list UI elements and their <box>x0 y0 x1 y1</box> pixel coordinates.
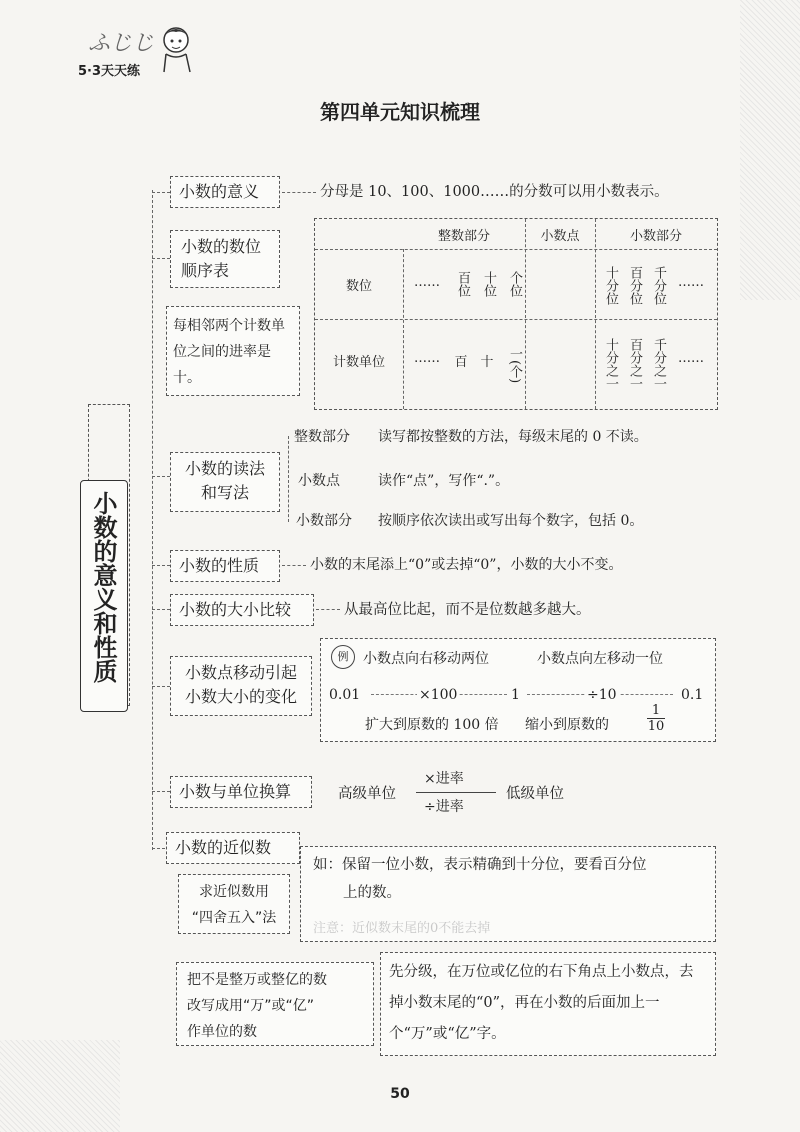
op-divide: ÷10 <box>585 683 619 707</box>
number-mid: 1 <box>511 687 520 703</box>
rewrite-line1: 把不是整万或整亿的数 <box>187 972 327 988</box>
op-times: ×100 <box>417 683 459 707</box>
approx-text-line2: 上的数。 <box>343 885 401 901</box>
number-end: 0.1 <box>681 687 704 703</box>
place-value-note: 每相邻两个计数单位之间的进率是十。 <box>173 318 285 386</box>
row2-ten: 十 <box>480 355 494 370</box>
approx-label-box <box>166 832 300 864</box>
row1-hundredths: 百分位 <box>627 265 642 305</box>
row1-tenths: 十分位 <box>603 265 618 305</box>
scan-noise <box>740 0 800 300</box>
rewrite-line3: 作单位的数 <box>187 1024 257 1040</box>
place-value-label-line2: 顺序表 <box>181 261 230 280</box>
compare-label: 小数的大小比较 <box>179 600 292 619</box>
series-name: 5·3天天练 <box>78 64 141 79</box>
point-move-label-line1: 小数点移动引起 <box>184 663 297 682</box>
rw-tag-decimal: 小数部分 <box>296 513 352 529</box>
rw-tag-point: 小数点 <box>298 473 340 489</box>
compare-text: 从最高位比起，而不是位数越多越大。 <box>344 602 591 618</box>
place-value-label-line1: 小数的数位 <box>181 237 262 256</box>
header-integer: 整数部分 <box>437 229 490 244</box>
point-move-label-line2: 小数大小的变化 <box>184 687 297 706</box>
row2-ellipsis-left: …… <box>414 351 440 366</box>
place-value-label-box <box>170 230 280 288</box>
property-label-box <box>170 550 280 582</box>
row2-hundredth: 百分之一 <box>627 338 642 390</box>
fraction <box>647 703 665 734</box>
approx-text-line1: 如：保留一位小数，表示精确到十分位，要看百分位 <box>313 857 647 873</box>
property-label: 小数的性质 <box>179 556 260 575</box>
read-write-label-box <box>170 452 280 512</box>
tree-trunk <box>152 190 153 850</box>
header-badge <box>78 22 198 82</box>
row1-tens: 十位 <box>481 271 496 297</box>
double-arrow-icon <box>416 792 496 793</box>
main-topic: 小数的意义和性质 <box>89 491 117 683</box>
left-move-text: 小数点向左移动一位 <box>537 651 663 667</box>
rw-tag-integer: 整数部分 <box>294 429 350 445</box>
meaning-label: 小数的意义 <box>179 182 260 201</box>
boy-mascot-icon <box>154 22 198 78</box>
main-topic-box <box>80 480 128 712</box>
header-point: 小数点 <box>540 229 580 244</box>
rw-text-decimal: 按顺序依次读出或写出每个数字，包括 0。 <box>378 513 644 529</box>
example-icon: 例 <box>331 645 355 669</box>
meaning-text: 分母是 10、100、1000……的分数可以用小数表示。 <box>320 184 669 200</box>
right-move-text: 小数点向右移动两位 <box>363 651 489 667</box>
read-write-label-line2: 和写法 <box>200 483 249 502</box>
approx-text-box <box>300 846 716 942</box>
rw-text-point: 读作“点”，写作“.”。 <box>378 473 510 489</box>
shrink-text: 缩小到原数的 <box>525 717 609 733</box>
unit-divide: ÷进率 <box>424 799 464 815</box>
approx-method-line1: 求近似数用 <box>199 884 269 900</box>
row2-hundred: 百 <box>454 355 468 370</box>
row2-ellipsis-right: …… <box>678 351 704 366</box>
row2-thousandth: 千分之一 <box>651 338 666 390</box>
row1-ellipsis-left: …… <box>414 275 440 290</box>
rewrite-text-box <box>380 952 716 1056</box>
row1-ellipsis-right: …… <box>678 275 704 290</box>
approx-method-line2: “四舍五入”法 <box>191 910 277 926</box>
compare-label-box <box>170 594 314 626</box>
enlarge-text: 扩大到原数的 100 倍 <box>365 717 499 733</box>
rewrite-line2: 改写成用“万”或“亿” <box>187 998 315 1014</box>
page-number: 50 <box>390 1086 410 1102</box>
rw-text-integer: 读写都按整数的方法，每级末尾的 0 不读。 <box>378 429 648 445</box>
row2-label: 计数单位 <box>332 355 385 370</box>
approx-method-box <box>178 874 290 934</box>
row1-thousandths: 千分位 <box>651 265 666 305</box>
unit-convert-label-box <box>170 776 312 808</box>
meaning-label-box <box>170 176 280 208</box>
unit-high: 高级单位 <box>338 786 396 802</box>
number-start: 0.01 <box>329 687 361 703</box>
page-title: 第四单元知识梳理 <box>320 100 480 124</box>
row2-one: 一(个) <box>507 346 522 384</box>
approx-faded-note: 注意：近似数末尾的0不能去掉 <box>313 921 491 936</box>
unit-times: ×进率 <box>424 771 464 787</box>
rewrite-text: 先分级，在万位或亿位的右下角点上小数点，去掉小数末尾的“0”，再在小数的后面加上一个“万”或“亿”字。 <box>389 964 694 1042</box>
place-value-table <box>314 218 718 410</box>
row1-ones: 个位 <box>507 271 522 297</box>
read-write-label-line1: 小数的读法 <box>184 459 265 478</box>
row1-label: 数位 <box>345 279 372 294</box>
rewrite-label-box <box>176 962 374 1046</box>
property-text: 小数的末尾添上“0”或去掉“0”，小数的大小不变。 <box>310 557 623 573</box>
header-decimal: 小数部分 <box>629 229 682 244</box>
row2-tenth: 十分之一 <box>603 338 618 390</box>
place-value-note-box <box>166 306 300 396</box>
point-move-box <box>320 638 716 742</box>
fraction-numerator: 1 <box>647 703 665 719</box>
unit-low: 低级单位 <box>506 786 564 802</box>
fraction-denominator: 10 <box>647 719 665 734</box>
unit-convert-label: 小数与单位换算 <box>179 782 292 801</box>
approx-label: 小数的近似数 <box>175 838 272 857</box>
point-move-label-box <box>170 656 312 716</box>
badge-glyphs: ふじじ <box>88 31 155 56</box>
row1-hundreds: 百位 <box>455 271 470 297</box>
